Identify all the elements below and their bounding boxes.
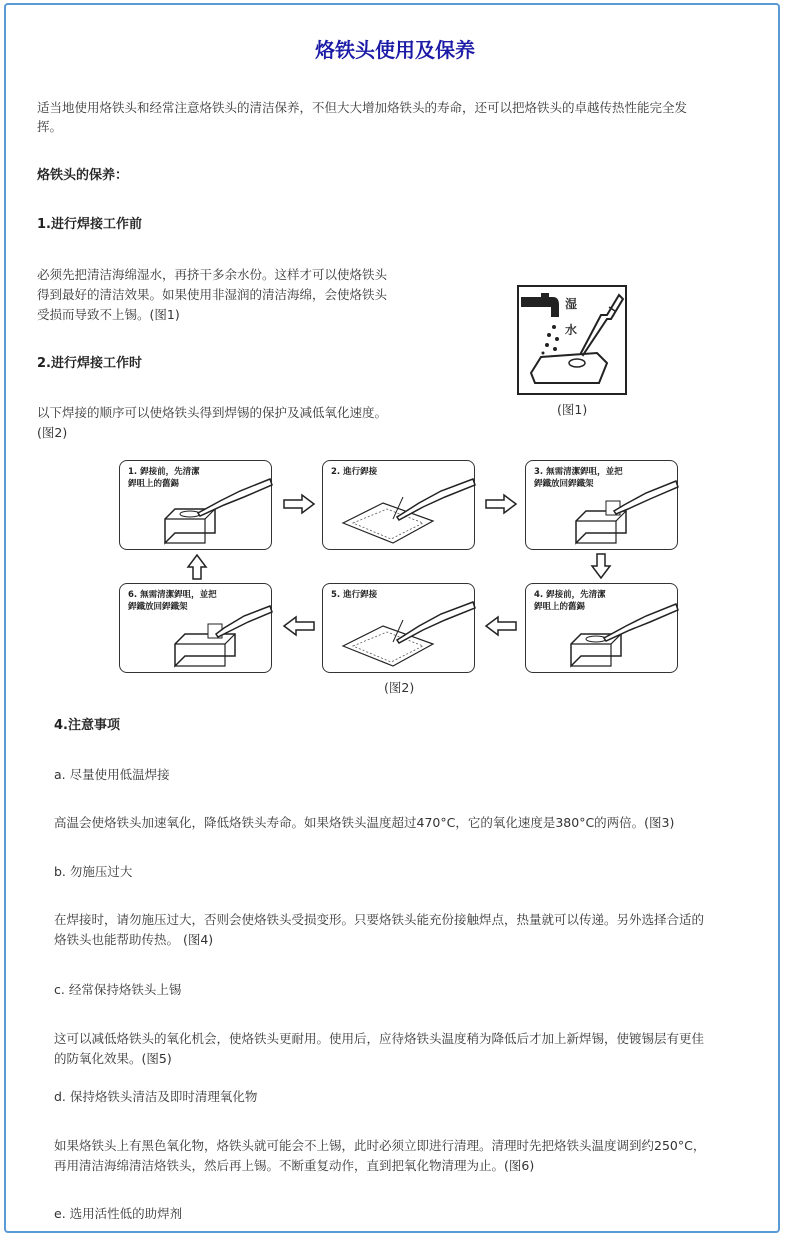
item-c-title: c. 经常保持烙铁头上锡 (54, 982, 182, 997)
item-c-text-1: 这可以减低烙铁头的氧化机会，使烙铁头更耐用。使用后，应待烙铁头温度稍为降低后才加上新焊锡，使镀锡层有更佳 (54, 1031, 705, 1046)
item-a-title: a. 尽量使用低温焊接 (54, 767, 170, 782)
item-d-title: d. 保持烙铁头清洁及即时清理氧化物 (54, 1089, 258, 1104)
step-5 (322, 583, 475, 673)
arrow-left-2-icon (282, 615, 316, 637)
item-e-title: e. 选用活性低的助焊剂 (54, 1206, 183, 1221)
item-b-title: b. 勿施压过大 (54, 864, 133, 879)
step-2 (322, 460, 475, 550)
fig1-caption: (图1) (557, 402, 588, 417)
section1-line-1: 必须先把清洁海绵湿水，再挤干多余水份。这样才可以使烙铁头 (37, 267, 388, 282)
fig1-label-top: 湿 (565, 297, 578, 311)
maintenance-heading: 烙铁头的保养： (37, 168, 129, 183)
step-3-label: 3. 無需清潔銲咀，並把 銲鐵放回銲鐵架 (534, 467, 623, 489)
arrow-up-icon (186, 553, 208, 581)
item-a-text-1: 高温会使烙铁头加速氧化，降低烙铁头寿命。如果烙铁头温度超过470°C，它的氧化速度是380°C的两倍。(图3) (54, 815, 675, 830)
step-6 (119, 583, 272, 673)
item-c-text-2: 的防氧化效果。(图5) (54, 1051, 172, 1066)
step-4 (525, 583, 678, 673)
step-6-label: 6. 無需清潔銲咀，並把 銲鐵放回銲鐵架 (128, 590, 217, 612)
item-b-text-1: 在焊接时，请勿施压过大，否则会使烙铁头受损变形。只要烙铁头能充份接触焊点，热量就可以传递。另外选择合适的 (54, 912, 705, 927)
item-b-text-2: 烙铁头也能帮助传热。 (图4) (54, 932, 214, 947)
section1-heading: 1.进行焊接工作前 (37, 217, 142, 232)
step-2-label: 2. 進行銲接 (331, 467, 378, 477)
figure-1-sponge-illustration (517, 285, 627, 395)
step-5-label: 5. 進行銲接 (331, 590, 378, 600)
step-4-label: 4. 銲接前，先清潔 銲咀上的舊錫 (534, 590, 606, 612)
arrow-right-2-icon (484, 493, 518, 515)
page-title: 烙铁头使用及保养 (315, 38, 475, 62)
step-3 (525, 460, 678, 550)
section4-heading: 4.注意事项 (54, 718, 120, 733)
item-d-text-2: 再用清洁海绵清洁烙铁头，然后再上锡。不断重复动作，直到把氧化物清理为止。(图6) (54, 1158, 535, 1173)
arrow-right-1-icon (282, 493, 316, 515)
item-d-text-1: 如果烙铁头上有黑色氧化物，烙铁头就可能会不上锡，此时必须立即进行清理。清理时先把烙铁头温度调到约250°C， (54, 1138, 706, 1153)
fig2-caption: (图2) (384, 680, 415, 695)
intro-line-2: 挥。 (37, 119, 63, 134)
section2-line-1: 以下焊接的顺序可以使烙铁头得到焊锡的保护及减低氧化速度。 (37, 405, 388, 420)
section2-heading: 2.进行焊接工作时 (37, 356, 142, 371)
step-1 (119, 460, 272, 550)
arrow-down-icon (590, 552, 612, 580)
section1-line-3: 受损而导致不上锡。(图1) (37, 307, 180, 322)
arrow-left-1-icon (484, 615, 518, 637)
section1-line-2: 得到最好的清洁效果。如果使用非湿润的清洁海绵，会使烙铁头 (37, 287, 388, 302)
section2-line-2: (图2) (37, 425, 68, 440)
intro-line-1: 适当地使用烙铁头和经常注意烙铁头的清洁保养，不但大大增加烙铁头的寿命，还可以把烙铁头的卓越传热性能完全发 (37, 100, 688, 115)
fig1-label-bottom: 水 (565, 323, 578, 337)
step-1-label: 1. 銲接前，先清潔 銲咀上的舊錫 (128, 467, 200, 489)
